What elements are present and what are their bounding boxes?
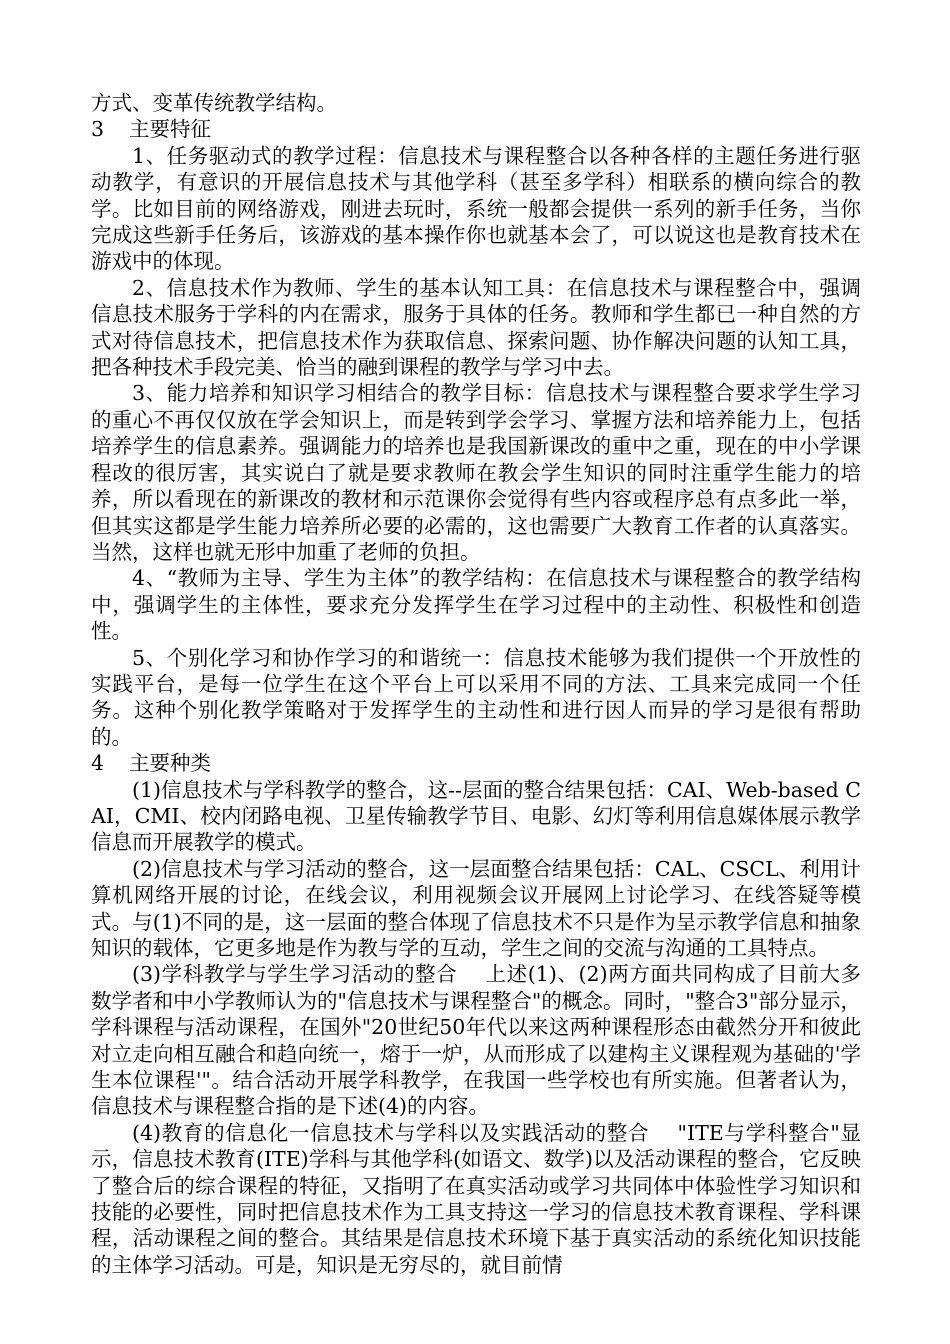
section-3-number: 3 bbox=[91, 117, 105, 142]
section-4-title: 主要种类 bbox=[129, 751, 211, 776]
section-3-paragraph-2: 2、信息技术作为教师、学生的基本认知工具：在信息技术与课程整合中，强调信息技术服务于学科的内在需求，服务于具体的任务。教师和学生都已一种自然的方式对待信息技术，把信息技术作为获取信息、探索问题、协作解决问题的认知工具，把各种技术手段完美、恰当的融到课程的教学与学习中去。 bbox=[91, 275, 861, 380]
section-4-paragraph-3: (3)学科教学与学生学习活动的整合 上述(1)、(2)两方面共同构成了目前大多数学者和中小学教师认为的"信息技术与课程整合"的概念。同时，"整合3"部分显示，学科课程与活动课程，在国外"20世纪50年代以来这两种课程形态由截然分开和彼此对立走向相互融合和趋向统一，熔于一炉，从而形成了以建构主义课程观为基础的'学生本位课程'"。结合活动开展学科教学，在我国一些学校也有所实施。但著者认为，信息技术与课程整合指的是下述(4)的内容。 bbox=[91, 962, 861, 1119]
intro-tail-paragraph: 方式、变革传统教学结构。 bbox=[91, 91, 337, 115]
document-page bbox=[91, 90, 861, 1278]
section-3-paragraph-5: 5、个别化学习和协作学习的和谐统一：信息技术能够为我们提供一个开放性的实践平台，是每一位学生在这个平台上可以采用不同的方法、工具来完成同一个任务。这种个别化教学策略对于发挥学生的主动性和进行因人而异的学习是很有帮助的。 bbox=[91, 645, 861, 749]
section-4-paragraph-4: (4)教育的信息化一信息技术与学科以及实践活动的整合 "ITE与学科整合"显示，信息技术教育(ITE)学科与其他学科(如语文、数学)以及活动课程的整合，它反映了整合后的综合课程的特征，又指明了在真实活动或学习共同体中体验性学习知识和技能的必要性，同时把信息技术作为工具支持这一学习的信息技术教育课程、学科课程，活动课程之间的整合。其结果是信息技术环境下基于真实活动的系统化知识技能的主体学习活动。可是，知识是无穷尽的，就目前情 bbox=[91, 1120, 861, 1277]
section-4-heading bbox=[91, 750, 861, 776]
section-4-paragraph-1: (1)信息技术与学科教学的整合，这--层面的整合结果包括：CAI、Web-based CAI，CMI、校内闭路电视、卫星传输教学节目、电影、幻灯等利用信息媒体展示教学信息而开展教学的模式。 bbox=[91, 777, 861, 855]
section-4-number: 4 bbox=[91, 751, 105, 776]
section-3-heading bbox=[91, 116, 861, 142]
section-3-paragraph-3: 3、能力培养和知识学习相结合的教学目标：信息技术与课程整合要求学生学习的重心不再仅仅放在学会知识上，而是转到学会学习、掌握方法和培养能力上，包括培养学生的信息素养。强调能力的培养也是我国新课改的重中之重，现在的中小学课程改的很厉害，其实说白了就是要求教师在教会学生知识的同时注重学生能力的培养，所以看现在的新课改的教材和示范课你会觉得有些内容或程序总有点多此一举，但其实这都是学生能力培养所必要的必需的，这也需要广大教育工作者的认真落实。当然，这样也就无形中加重了老师的负担。 bbox=[91, 381, 861, 564]
section-3-paragraph-1: 1、任务驱动式的教学过程：信息技术与课程整合以各种各样的主题任务进行驱动教学，有意识的开展信息技术与其他学科（甚至多学科）相联系的横向综合的教学。比如目前的网络游戏，刚进去玩时，系统一般都会提供一系列的新手任务，当你完成这些新手任务后，该游戏的基本操作你也就基本会了，可以说这也是教育技术在游戏中的体现。 bbox=[91, 143, 861, 274]
section-4-paragraph-2: (2)信息技术与学习活动的整合，这一层面整合结果包括：CAL、CSCL、利用计算机网络开展的讨论，在线会议，利用视频会议开展网上讨论学习、在线答疑等模式。与(1)不同的是，这一层面的整合体现了信息技术不只是作为呈示教学信息和抽象知识的载体，它更多地是作为教与学的互动，学生之间的交流与沟通的工具特点。 bbox=[91, 856, 861, 960]
section-3-paragraph-4: 4、“教师为主导、学生为主体”的教学结构：在信息技术与课程整合的教学结构中，强调学生的主体性，要求充分发挥学生在学习过程中的主动性、积极性和创造性。 bbox=[91, 566, 861, 644]
section-3-title: 主要特征 bbox=[129, 117, 211, 142]
